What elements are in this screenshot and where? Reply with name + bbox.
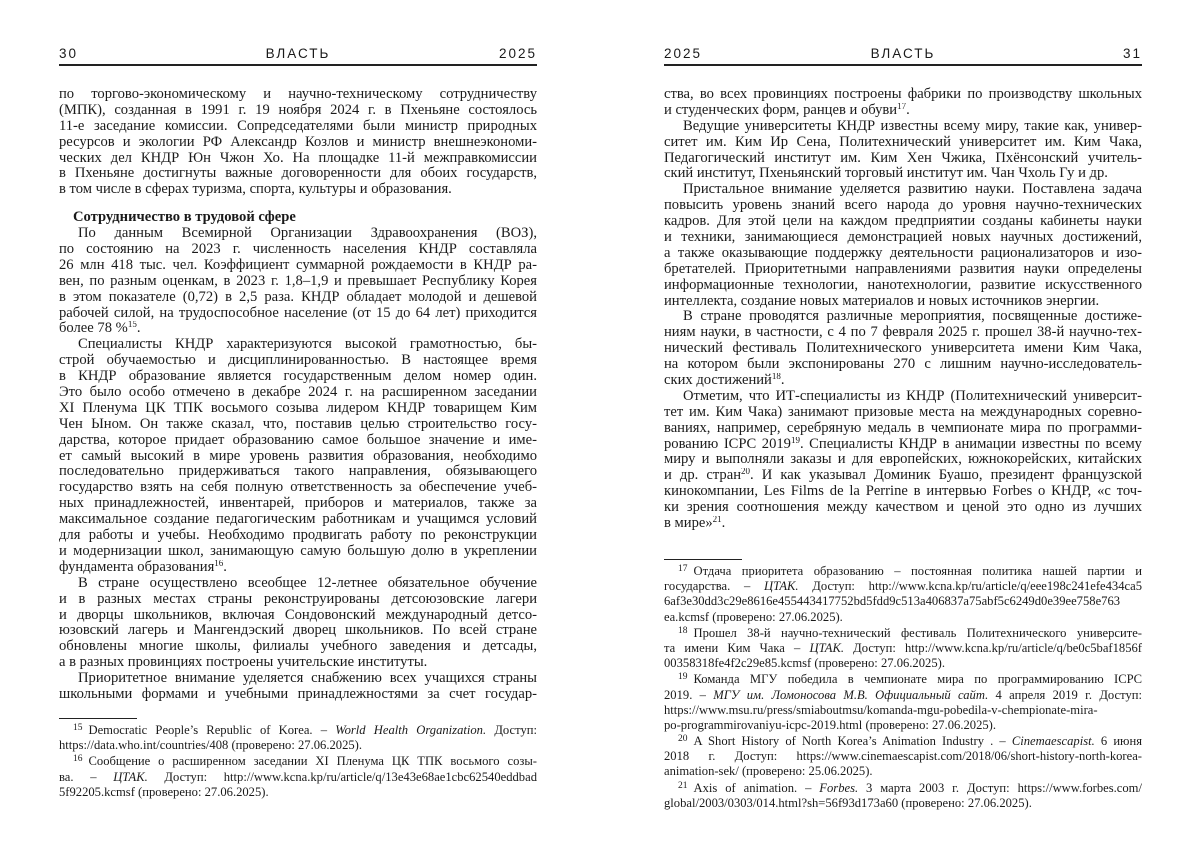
journal-title: ВЛАСТЬ: [664, 46, 1142, 61]
text-line: ных принадлежностей, инвентарей, приборов и материалов, также за: [59, 496, 537, 512]
text-line: государство взять на себя полную ответственность за обеспечение учеб-: [59, 480, 537, 496]
text-line: кинокомпании, Les Films de la Perrine в интервью Forbes о КНДР, «с точ-: [664, 484, 1142, 500]
text-line: обновлены многие школы, филиалы учебного заведения и детсады,: [59, 639, 537, 655]
footnote: [664, 626, 1142, 672]
running-header: [664, 44, 1142, 66]
running-header: [59, 44, 537, 66]
header-year: 2025: [499, 46, 537, 61]
text-line: рабочей силой, на трудоспособное население (от 15 до 64 лет) приходится: [59, 306, 537, 322]
text-segment: Отдача приоритета образованию – постоянная политика нашей партии и: [694, 564, 1143, 578]
text-segment: .: [223, 560, 227, 575]
body-text: [59, 87, 537, 703]
text-line: строй обучаемостью и дисциплинированностью. В настоящее время: [59, 353, 537, 369]
text-line: ea.kcmsf (проверено: 27.06.2025).: [664, 610, 1142, 625]
text-line: последовательно придерживаться такого направления, обязывающего: [59, 464, 537, 480]
paragraph: [664, 309, 1142, 388]
text-segment: Cinemaescapist.: [1012, 734, 1095, 748]
page-number: 31: [1123, 46, 1142, 61]
footnote-ref: 21: [713, 516, 722, 524]
paragraph: [59, 671, 537, 703]
text-segment: Democratic People’s Republic of Korea. –: [89, 723, 336, 737]
text-segment: Доступ: http://www.kcna.kp/ru/article/q/eee198c241efe434ca5: [799, 579, 1142, 593]
text-segment: A Short History of North Korea’s Animation Industry . –: [694, 734, 1012, 748]
text-line: [664, 373, 1142, 389]
footnote-number: 21: [678, 781, 688, 791]
paragraph: [664, 182, 1142, 309]
text-line: Ведущие университеты КНДР известны всему миру, такие как, универ-: [664, 119, 1142, 135]
footnote-divider: [664, 559, 742, 560]
text-line: ресурсов и экологии РФ Александр Козлов и министр внешнеэкономи-: [59, 135, 537, 151]
text-line: в КНДР образование является государственным делом номер один.: [59, 369, 537, 385]
footnote-number: 19: [678, 672, 688, 682]
footnote: [59, 723, 537, 753]
text-line: В стране проводятся различные мероприятия, посвященные достиже-: [664, 309, 1142, 325]
text-line: [664, 781, 1142, 796]
paragraph: [59, 337, 537, 575]
text-line: [664, 579, 1142, 594]
text-segment: Доступ: http://www.kcna.kp/ru/article/q/be0c5baf1856f: [844, 641, 1142, 655]
paragraph: [59, 226, 537, 337]
text-line: в Пхеньяне достигнуты важные договоренности для обоих государств,: [59, 166, 537, 182]
header-year: 2025: [664, 46, 702, 61]
text-segment: ских достижений: [664, 373, 772, 388]
footnote-number: 20: [678, 734, 688, 744]
footnote-ref: 18: [772, 373, 781, 381]
text-line: информационные технологии, нанотехнологии, развитие искусственного: [664, 278, 1142, 294]
text-segment: .: [781, 373, 785, 388]
text-segment: Доступ: http://www.kcna.kp/ru/article/q/13e43e68ae1cbc62540eddbad: [148, 770, 537, 784]
text-line: Это было особо отмечено в декабре 2024 г. на расширенном заседании: [59, 385, 537, 401]
text-line: кадров. Для этой цели на каждом предприятии созданы кабинеты науки: [664, 214, 1142, 230]
text-line: Приоритетное внимание уделяется снабжению всех учащихся страны: [59, 671, 537, 687]
text-line: [664, 672, 1142, 687]
text-segment: . Специалисты КНДР в анимации известны по всему: [800, 437, 1142, 452]
text-line: Чен Ыном. Он также сказал, что, поставив целью строительство госу-: [59, 417, 537, 433]
text-line: и в разных местах страны реконструированы детсоюзовские лагери: [59, 592, 537, 608]
text-segment: Доступ:: [486, 723, 537, 737]
footnote-ref: 16: [214, 560, 223, 568]
text-segment: 6 июня: [1095, 734, 1142, 748]
text-line: по торгово-экономическому и научно-техническому сотрудничеству: [59, 87, 537, 103]
footnote-ref: 19: [791, 437, 800, 445]
text-line: ет самый высокий в мире уровень развития образования, необходимо: [59, 449, 537, 465]
text-line: на котором были экспонированы 270 с лишним научно-исследователь-: [664, 357, 1142, 373]
text-line: 5f92205.kcmsf (проверено: 27.06.2025).: [59, 785, 537, 800]
footnote-ref: 15: [128, 321, 137, 329]
text-segment: ЦТАК.: [764, 579, 799, 593]
text-line: ситет им. Ким Ир Сена, Политехнический университет им. Ким Чака,: [664, 135, 1142, 151]
text-line: [664, 103, 1142, 119]
footnotes: [664, 564, 1142, 812]
text-line: [664, 688, 1142, 703]
text-line: global/2003/0303/014.html?sh=56f93d173a60 (проверено: 27.06.2025).: [664, 796, 1142, 811]
text-line: ства, во всех провинциях построены фабрики по производству школьных: [664, 87, 1142, 103]
text-line: [664, 516, 1142, 532]
text-segment: Forbes.: [819, 781, 858, 795]
text-line: и техники, занимающиеся демонстрацией новых научных достижений,: [664, 230, 1142, 246]
text-line: https://www.msu.ru/press/smiaboutmsu/komanda-mgu-pobedila-v-chempionate-mira-: [664, 703, 1142, 718]
text-segment: Сообщение о расширенном заседании XI Пленума ЦК ТПК восьмого созы-: [89, 754, 538, 768]
text-segment: Команда МГУ победила в чемпионате мира по программированию ICPC: [694, 672, 1143, 686]
footnote: [664, 564, 1142, 625]
text-line: школьными формами и учебными принадлежностями за счет государ-: [59, 687, 537, 703]
text-line: в том числе в сферах туризма, спорта, культуры и образования.: [59, 182, 537, 198]
text-line: [59, 770, 537, 785]
text-line: миру и выполняли заказы и для европейских, южнокорейских, китайских: [664, 452, 1142, 468]
text-segment: рованию ICPC 2019: [664, 437, 791, 452]
section-heading: Сотрудничество в трудовой сфере: [59, 210, 537, 226]
footnotes: [59, 723, 537, 801]
text-line: Специалисты КНДР характеризуются высокой грамотностью, бы-: [59, 337, 537, 353]
text-line: ваниях, например, серебряную медаль в чемпионате мира по программи-: [664, 421, 1142, 437]
text-segment: МГУ им. Ломоносова М.В. Официальный сайт.: [713, 688, 988, 702]
text-segment: в мире»: [664, 516, 713, 531]
text-line: для работы и учебы. Необходимо продвигать работу по реконструкции: [59, 528, 537, 544]
journal-title: ВЛАСТЬ: [59, 46, 537, 61]
text-line: 00358318fe4f2c29e85.kcmsf (проверено: 27.06.2025).: [664, 656, 1142, 671]
text-line: [664, 626, 1142, 641]
text-line: [59, 754, 537, 769]
text-segment: более 78 %: [59, 321, 128, 336]
text-line: [664, 437, 1142, 453]
text-line: [664, 564, 1142, 579]
text-line: повысить уровень знаний всего народа до уровня научно-технических: [664, 198, 1142, 214]
text-segment: ЦТАК.: [810, 641, 845, 655]
text-line: а также оказывающие поддержку деятельности рационализаторов и изо-: [664, 246, 1142, 262]
body-text: [664, 87, 1142, 532]
text-line: animation-sek/ (проверено: 25.06.2025).: [664, 764, 1142, 779]
text-line: В стране осуществлено всеобщее 12-летнее обязательное обучение: [59, 576, 537, 592]
text-line: ки зрения соотношения между качеством и ценой это одно из лучших: [664, 500, 1142, 516]
text-segment: 2019. –: [664, 688, 713, 702]
text-segment: World Health Organization.: [335, 723, 486, 737]
text-line: и дворцы школьников, включая Сондовонский международный детсо-: [59, 608, 537, 624]
text-line: По данным Всемирной Организации Здравоохранения (ВОЗ),: [59, 226, 537, 242]
footnote: [664, 672, 1142, 733]
paragraph: [664, 389, 1142, 532]
text-line: юзовский лагерь и Мангендэский дворец школьников. По всей стране: [59, 623, 537, 639]
text-line: [59, 321, 537, 337]
text-line: [59, 723, 537, 738]
paragraph: [664, 87, 1142, 119]
text-line: 6af3e30dd3c29e8616e455443417752bd5fdd9c513a406837a75abf5c6249d0e39ee758e763: [664, 594, 1142, 609]
text-line: Отметим, что ИТ-специалисты из КНДР (Политехнический университ-: [664, 389, 1142, 405]
text-segment: Axis of animation. –: [694, 781, 820, 795]
text-line: https://data.who.int/countries/408 (проверено: 27.06.2025).: [59, 738, 537, 753]
text-line: (МПК), созданная в 1991 г. 19 ноября 2024 г. в Пхеньяне состоялось: [59, 103, 537, 119]
text-segment: та имени Ким Чака –: [664, 641, 810, 655]
text-line: 2018 г. Доступ: https://www.cinemaescapist.com/2018/06/short-history-north-korea-: [664, 749, 1142, 764]
text-segment: государства. –: [664, 579, 764, 593]
page-number: 30: [59, 46, 78, 61]
footnote-number: 16: [73, 754, 83, 764]
text-line: дарства, которое придает образованию самое большое значение и име-: [59, 433, 537, 449]
text-line: и модернизации школ, занимающую самую большую долю в укреплении: [59, 544, 537, 560]
text-segment: фундамента образования: [59, 560, 214, 575]
text-line: Педагогический институт им. Ким Хен Чжика, Пхёнсонский учитель-: [664, 151, 1142, 167]
text-line: максимальное создание педагогическим работникам и учащимся условий: [59, 512, 537, 528]
text-line: нический фестиваль Политехнического университета имени Ким Чака,: [664, 341, 1142, 357]
footnote-number: 15: [73, 723, 83, 733]
text-segment: и студенческих форм, ранцев и обуви: [664, 103, 897, 118]
paragraph: [59, 87, 537, 198]
text-line: а в разных провинциях построены учительские институты.: [59, 655, 537, 671]
text-segment: ва. –: [59, 770, 113, 784]
paragraph: [664, 119, 1142, 183]
text-segment: 4 апреля 2019 г. Доступ:: [988, 688, 1142, 702]
text-line: Пристальное внимание уделяется развитию науки. Поставлена задача: [664, 182, 1142, 198]
footnote: [664, 781, 1142, 811]
paragraph: [59, 576, 537, 671]
text-segment: Прошел 38-й научно-технический фестиваль Политехнического университе-: [694, 626, 1143, 640]
text-line: 26 млн 418 тыс. чел. Коэффициент суммарной рождаемости в КНДР ра-: [59, 258, 537, 274]
text-segment: ЦТАК.: [113, 770, 148, 784]
text-line: вен, по разным оценкам, в 2023 г. 1,8–1,9 и превышает Республику Корея: [59, 274, 537, 290]
text-line: бретателей. Приоритетными направлениями развития науки определены: [664, 262, 1142, 278]
text-line: тет им. Ким Чака) занимают призовые места на международных соревно-: [664, 405, 1142, 421]
footnote-divider: [59, 718, 137, 719]
footnote: [59, 754, 537, 800]
text-segment: 3 марта 2003 г. Доступ: https://www.forbes.com/: [858, 781, 1142, 795]
text-line: [664, 734, 1142, 749]
text-line: po-programmirovaniyu-icpc-2019.html (проверено: 27.06.2025).: [664, 718, 1142, 733]
footnote-number: 17: [678, 564, 688, 574]
text-segment: .: [137, 321, 141, 336]
text-line: [664, 468, 1142, 484]
text-segment: .: [722, 516, 726, 531]
text-line: [664, 641, 1142, 656]
footnote-number: 18: [678, 626, 688, 636]
footnote: [664, 734, 1142, 780]
text-line: ский институт, Пхеньянский торговый институт им. Чан Чхоль Гу и др.: [664, 166, 1142, 182]
text-line: интеллекта, создание новых материалов и новых источников энергии.: [664, 294, 1142, 310]
text-line: [59, 560, 537, 576]
text-line: по состоянию на 2023 г. численность населения КНДР составляла: [59, 242, 537, 258]
footnote-ref: 20: [741, 468, 750, 476]
text-line: в этом показателе (0,72) в 2,5 раза. КНДР обладает молодой и дешевой: [59, 290, 537, 306]
text-line: XI Пленума ЦК ТПК восьмого созыва лидером КНДР товарищем Ким: [59, 401, 537, 417]
text-segment: .: [906, 103, 910, 118]
text-line: 11-е заседание комиссии. Сопредседателями были министр природных: [59, 119, 537, 135]
text-segment: и др. стран: [664, 468, 741, 483]
text-line: ческих дел КНДР Юн Чжон Хо. На площадке 11-й межправкомиссии: [59, 151, 537, 167]
text-line: ниям науки, в частности, с 4 по 7 февраля 2025 г. прошел 38-й научно-тех-: [664, 325, 1142, 341]
text-segment: . И как указывал Доминик Буашо, президент французской: [750, 468, 1142, 483]
footnote-ref: 17: [897, 103, 906, 111]
